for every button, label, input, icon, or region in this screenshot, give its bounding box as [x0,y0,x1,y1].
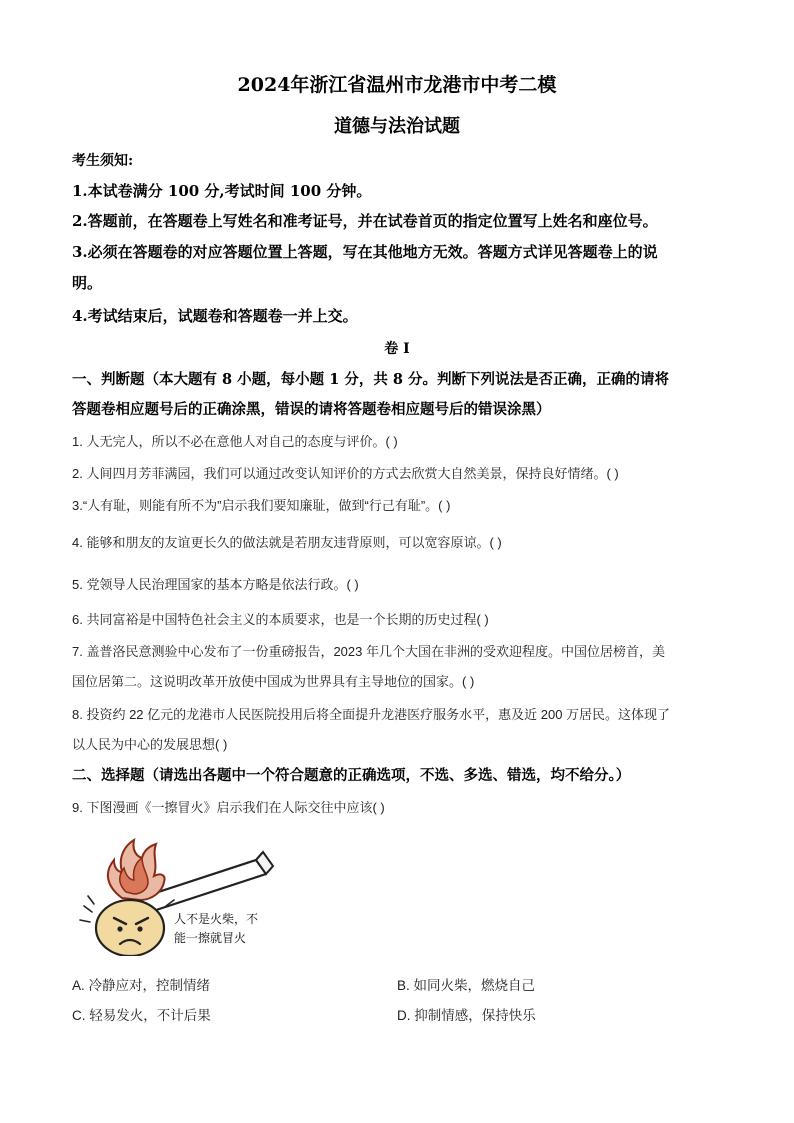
question-4: 4. 能够和朋友的友谊更长久的做法就是若朋友违背原则，可以宽容原谅。( ) [72,535,502,550]
question-7-cont: 国位居第二。这说明改革开放使中国成为世界具有主导地位的国家。( ) [72,674,475,689]
question-7: 7. 盖普洛民意测验中心发布了一份重磅报告，2023 年几个大国在非洲的受欢迎程度。中国位居榜首，美 [72,644,665,659]
page-subtitle: 道德与法治试题 [334,116,460,137]
question-8: 8. 投资约 22 亿元的龙港市人民医院投用后将全面提升龙港医疗服务水平，惠及近 200 万居民。这体现了 [72,707,671,722]
notice-item: 4.考试结束后，试题卷和答题卷一并上交。 [72,307,358,325]
section1-heading: 一、判断题（本大题有 8 小题，每小题 1 分，共 8 分。判断下列说法是否正确，正确的请将 [72,371,670,388]
question-1: 1. 人无完人，所以不必在意他人对自己的态度与评价。( ) [72,434,398,449]
cartoon-image [70,836,300,956]
page-title: 2024年浙江省温州市龙港市中考二模 [237,74,557,96]
section1-heading-cont: 答题卷相应题号后的正确涂黑，错误的请将答题卷相应题号后的错误涂黑） [72,401,551,418]
option-a: A. 冷静应对，控制情绪 [72,978,211,993]
option-d: D. 抑制情感，保持快乐 [397,1008,536,1023]
option-b: B. 如同火柴，燃烧自己 [397,978,536,993]
notice-item: 3.必须在答题卷的对应答题位置上答题，写在其他地方无效。答题方式详见答题卷上的说 [72,243,658,261]
volume-label: 卷 I [384,341,410,357]
question-5: 5. 党领导人民治理国家的基本方略是依法行政。( ) [72,577,359,592]
notice-heading: 考生须知: [72,153,134,169]
notice-item: 1.本试卷满分 100 分,考试时间 100 分钟。 [72,182,372,200]
cartoon-caption-line2: 能一擦就冒火 [174,931,247,945]
cartoon-caption-line1: 人不是火柴，不 [174,912,259,926]
option-c: C. 轻易发火，不计后果 [72,1008,211,1023]
question-8-cont: 以人民为中心的发展思想( ) [72,737,228,752]
section2-heading: 二、选择题（请选出各题中一个符合题意的正确选项，不选、多选、错选，均不给分。） [72,767,631,784]
question-3: 3.“人有耻，则能有所不为”启示我们要知廉耻，做到“行己有耻”。( ) [72,498,451,513]
question-6: 6. 共同富裕是中国特色社会主义的本质要求，也是一个长期的历史过程( ) [72,612,489,627]
notice-item: 明。 [72,274,103,292]
notice-item: 2.答题前，在答题卷上写姓名和准考证号，并在试卷首页的指定位置写上姓名和座位号。 [72,212,658,230]
question-9: 9. 下图漫画《一擦冒火》启示我们在人际交往中应该( ) [72,800,385,815]
question-2: 2. 人间四月芳菲满园，我们可以通过改变认知评价的方式去欣赏大自然美景，保持良好情绪。( ) [72,466,619,481]
